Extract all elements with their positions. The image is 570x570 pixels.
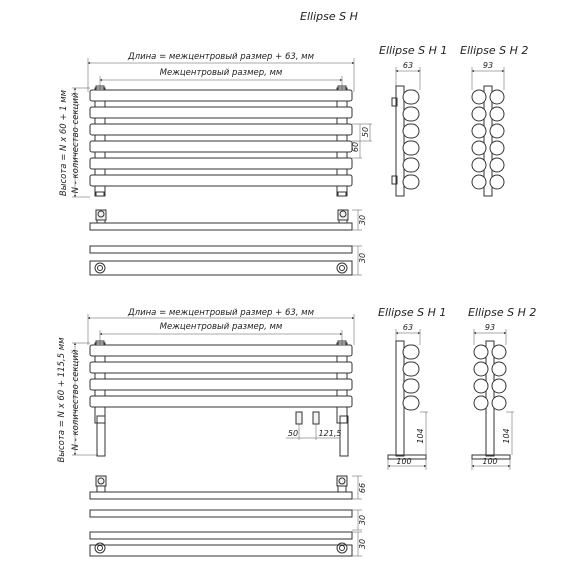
tube-1 [90,90,352,101]
model-sh1-bottom: Ellipse S H 1 [378,306,447,319]
dim-30-bottom-b: 30 [358,538,367,550]
top-plan-view [90,210,367,275]
sections-label-bottom: N - количество секций [71,349,81,451]
top-side-view-sh2 [460,44,528,196]
tube-3 [90,124,352,135]
bottom-side-view-sh1 [378,306,446,470]
dim-66: 66 [358,482,367,494]
top-side-view-sh1 [379,44,447,196]
dim-63-top: 63 [402,61,414,70]
left-leg [97,416,105,456]
dim-104-sh1: 104 [416,428,425,444]
center-label-bottom: Межцентровый размер, мм [159,322,283,332]
dim-93-bottom: 93 [484,323,496,332]
sections-label-top: N - количество секций [71,92,81,194]
tube-5 [90,158,352,169]
dim-30-top-b: 30 [358,252,367,264]
bottom-plan-view [90,476,367,556]
dim-30-bottom-a: 30 [358,514,367,526]
tube-4 [90,141,352,152]
dim-60-top: 60 [351,141,360,153]
dim-100-sh1: 100 [396,457,412,466]
bottom-tube-3 [90,379,352,390]
bottom-connector-right [313,412,319,424]
top-front-view [59,52,372,197]
dim-100-sh2: 100 [482,457,498,466]
model-sh2-top: Ellipse S H 2 [460,44,529,57]
dim-50-bottom: 50 [287,429,299,438]
model-sh2-bottom: Ellipse S H 2 [468,306,537,319]
bottom-tube-1 [90,345,352,356]
length-label-bottom: Длина = межцентровый размер + 63, мм [128,308,314,318]
height-label-bottom: Высота = N x 60 + 115,5 мм [57,337,67,463]
bottom-side-view-sh2 [468,306,536,470]
center-label: Межцентровый размер, мм [159,68,283,78]
page-title: Ellipse S H [300,10,358,23]
length-label: Длина = межцентровый размер + 63, мм [128,52,314,62]
height-label-top: Высота = N x 60 + 1 мм [59,89,69,197]
model-sh1-top: Ellipse S H 1 [379,44,448,57]
bottom-tube-2 [90,362,352,373]
bottom-front-view [57,308,354,463]
bottom-connector-left [296,412,302,424]
dim-121-5: 121,5 [318,429,342,438]
dim-30-top-a: 30 [358,214,367,226]
dim-104-sh2: 104 [502,428,511,444]
tube-6 [90,175,352,186]
dim-63-bottom: 63 [402,323,414,332]
dim-50-top: 50 [361,126,370,138]
dim-93-top: 93 [482,61,494,70]
bottom-tube-4 [90,396,352,407]
tube-2 [90,107,352,118]
